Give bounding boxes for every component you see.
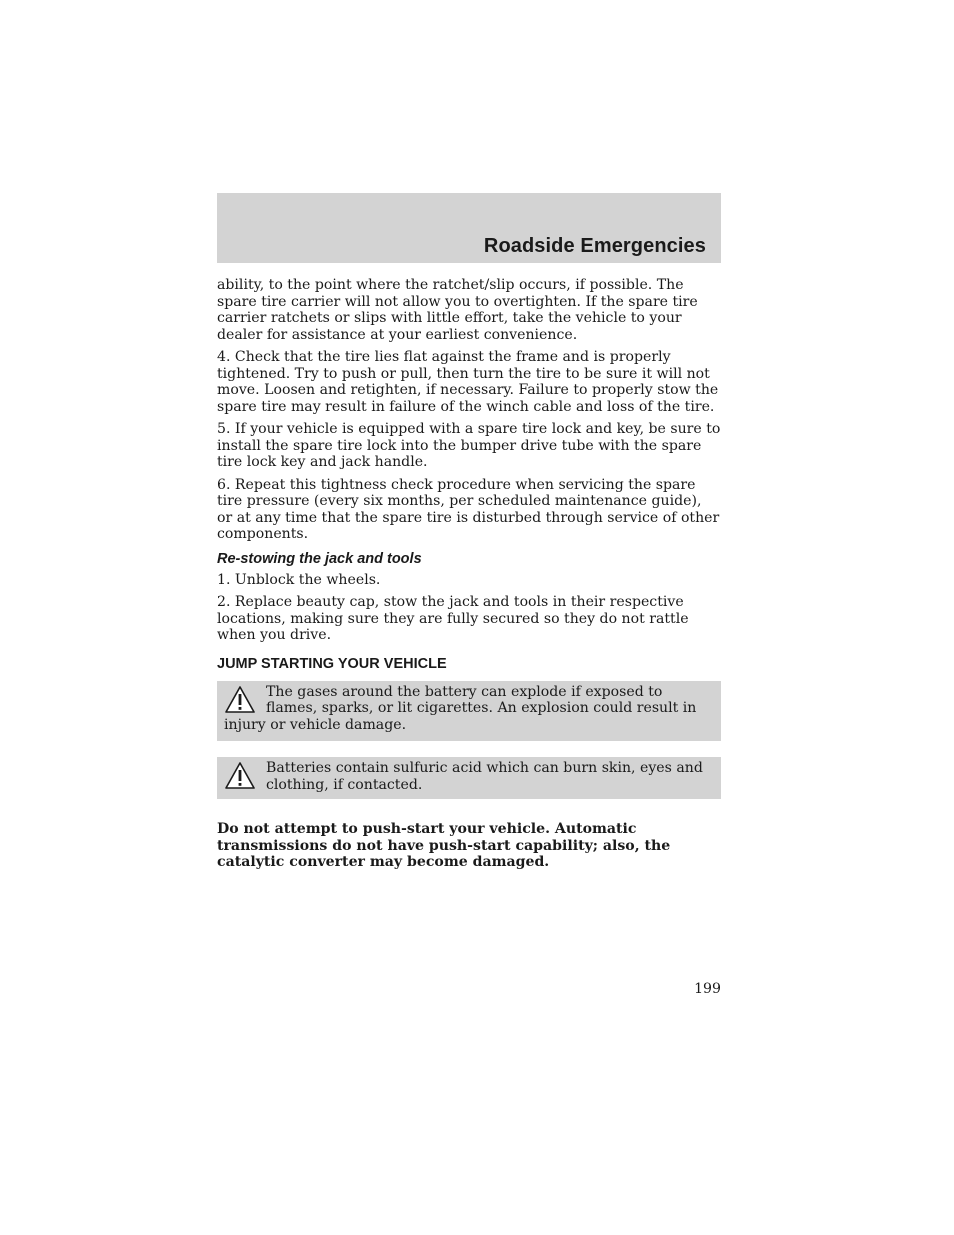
warning-triangle-icon <box>224 761 256 791</box>
warning-text-acid: Batteries contain sulfuric acid which can burn skin, eyes and clothing, if contacted. <box>266 760 703 793</box>
paragraph-ratchet: ability, to the point where the ratchet/slip occurs, if possible. The spare tire carrier will not allow you to overtighten. If the spare tire carrier ratchets or slips with little effort, take the vehicle to your dealer for assistance at your earliest convenience. <box>217 277 698 343</box>
page-content <box>217 277 721 871</box>
restow-step-2: 2. Replace beauty cap, stow the jack and tools in their respective locations, making sure they are fully secured so they do not rattle when you drive. <box>217 594 689 643</box>
push-start-notice: Do not attempt to push-start your vehicle. Automatic transmissions do not have push-start capability; also, the catalytic converter may become damaged. <box>217 821 671 870</box>
paragraph-step-4: 4. Check that the tire lies flat against the frame and is properly tightened. Try to push or pull, then turn the tire to be sure it will not move. Loosen and retighten, if necessary. Failure to properly stow the spare tire may result in failure of the winch cable and loss of the tire. <box>217 349 719 415</box>
page-number: 199 <box>694 981 721 997</box>
restow-heading: Re-stowing the jack and tools <box>217 550 422 567</box>
paragraph-step-5: 5. If your vehicle is equipped with a spare tire lock and key, be sure to install the spare tire lock into the bumper drive tube with the spare tire lock key and jack handle. <box>217 421 721 470</box>
restow-step-1: 1. Unblock the wheels. <box>217 571 381 588</box>
warning-box-acid <box>217 757 721 799</box>
section-header-band <box>217 193 721 263</box>
warning-text-explosion: The gases around the battery can explode if exposed to flames, sparks, or lit cigarettes. An explosion could result in injury or vehicle damage. <box>224 683 697 733</box>
jump-start-heading: JUMP STARTING YOUR VEHICLE <box>217 655 447 672</box>
paragraph-step-6: 6. Repeat this tightness check procedure when servicing the spare tire pressure (every six months, per scheduled maintenance guide), or at any time that the spare tire is disturbed through service of other components. <box>217 476 720 542</box>
section-title: Roadside Emergencies <box>483 235 706 257</box>
warning-triangle-icon <box>224 685 256 715</box>
warning-box-explosion <box>217 681 721 742</box>
